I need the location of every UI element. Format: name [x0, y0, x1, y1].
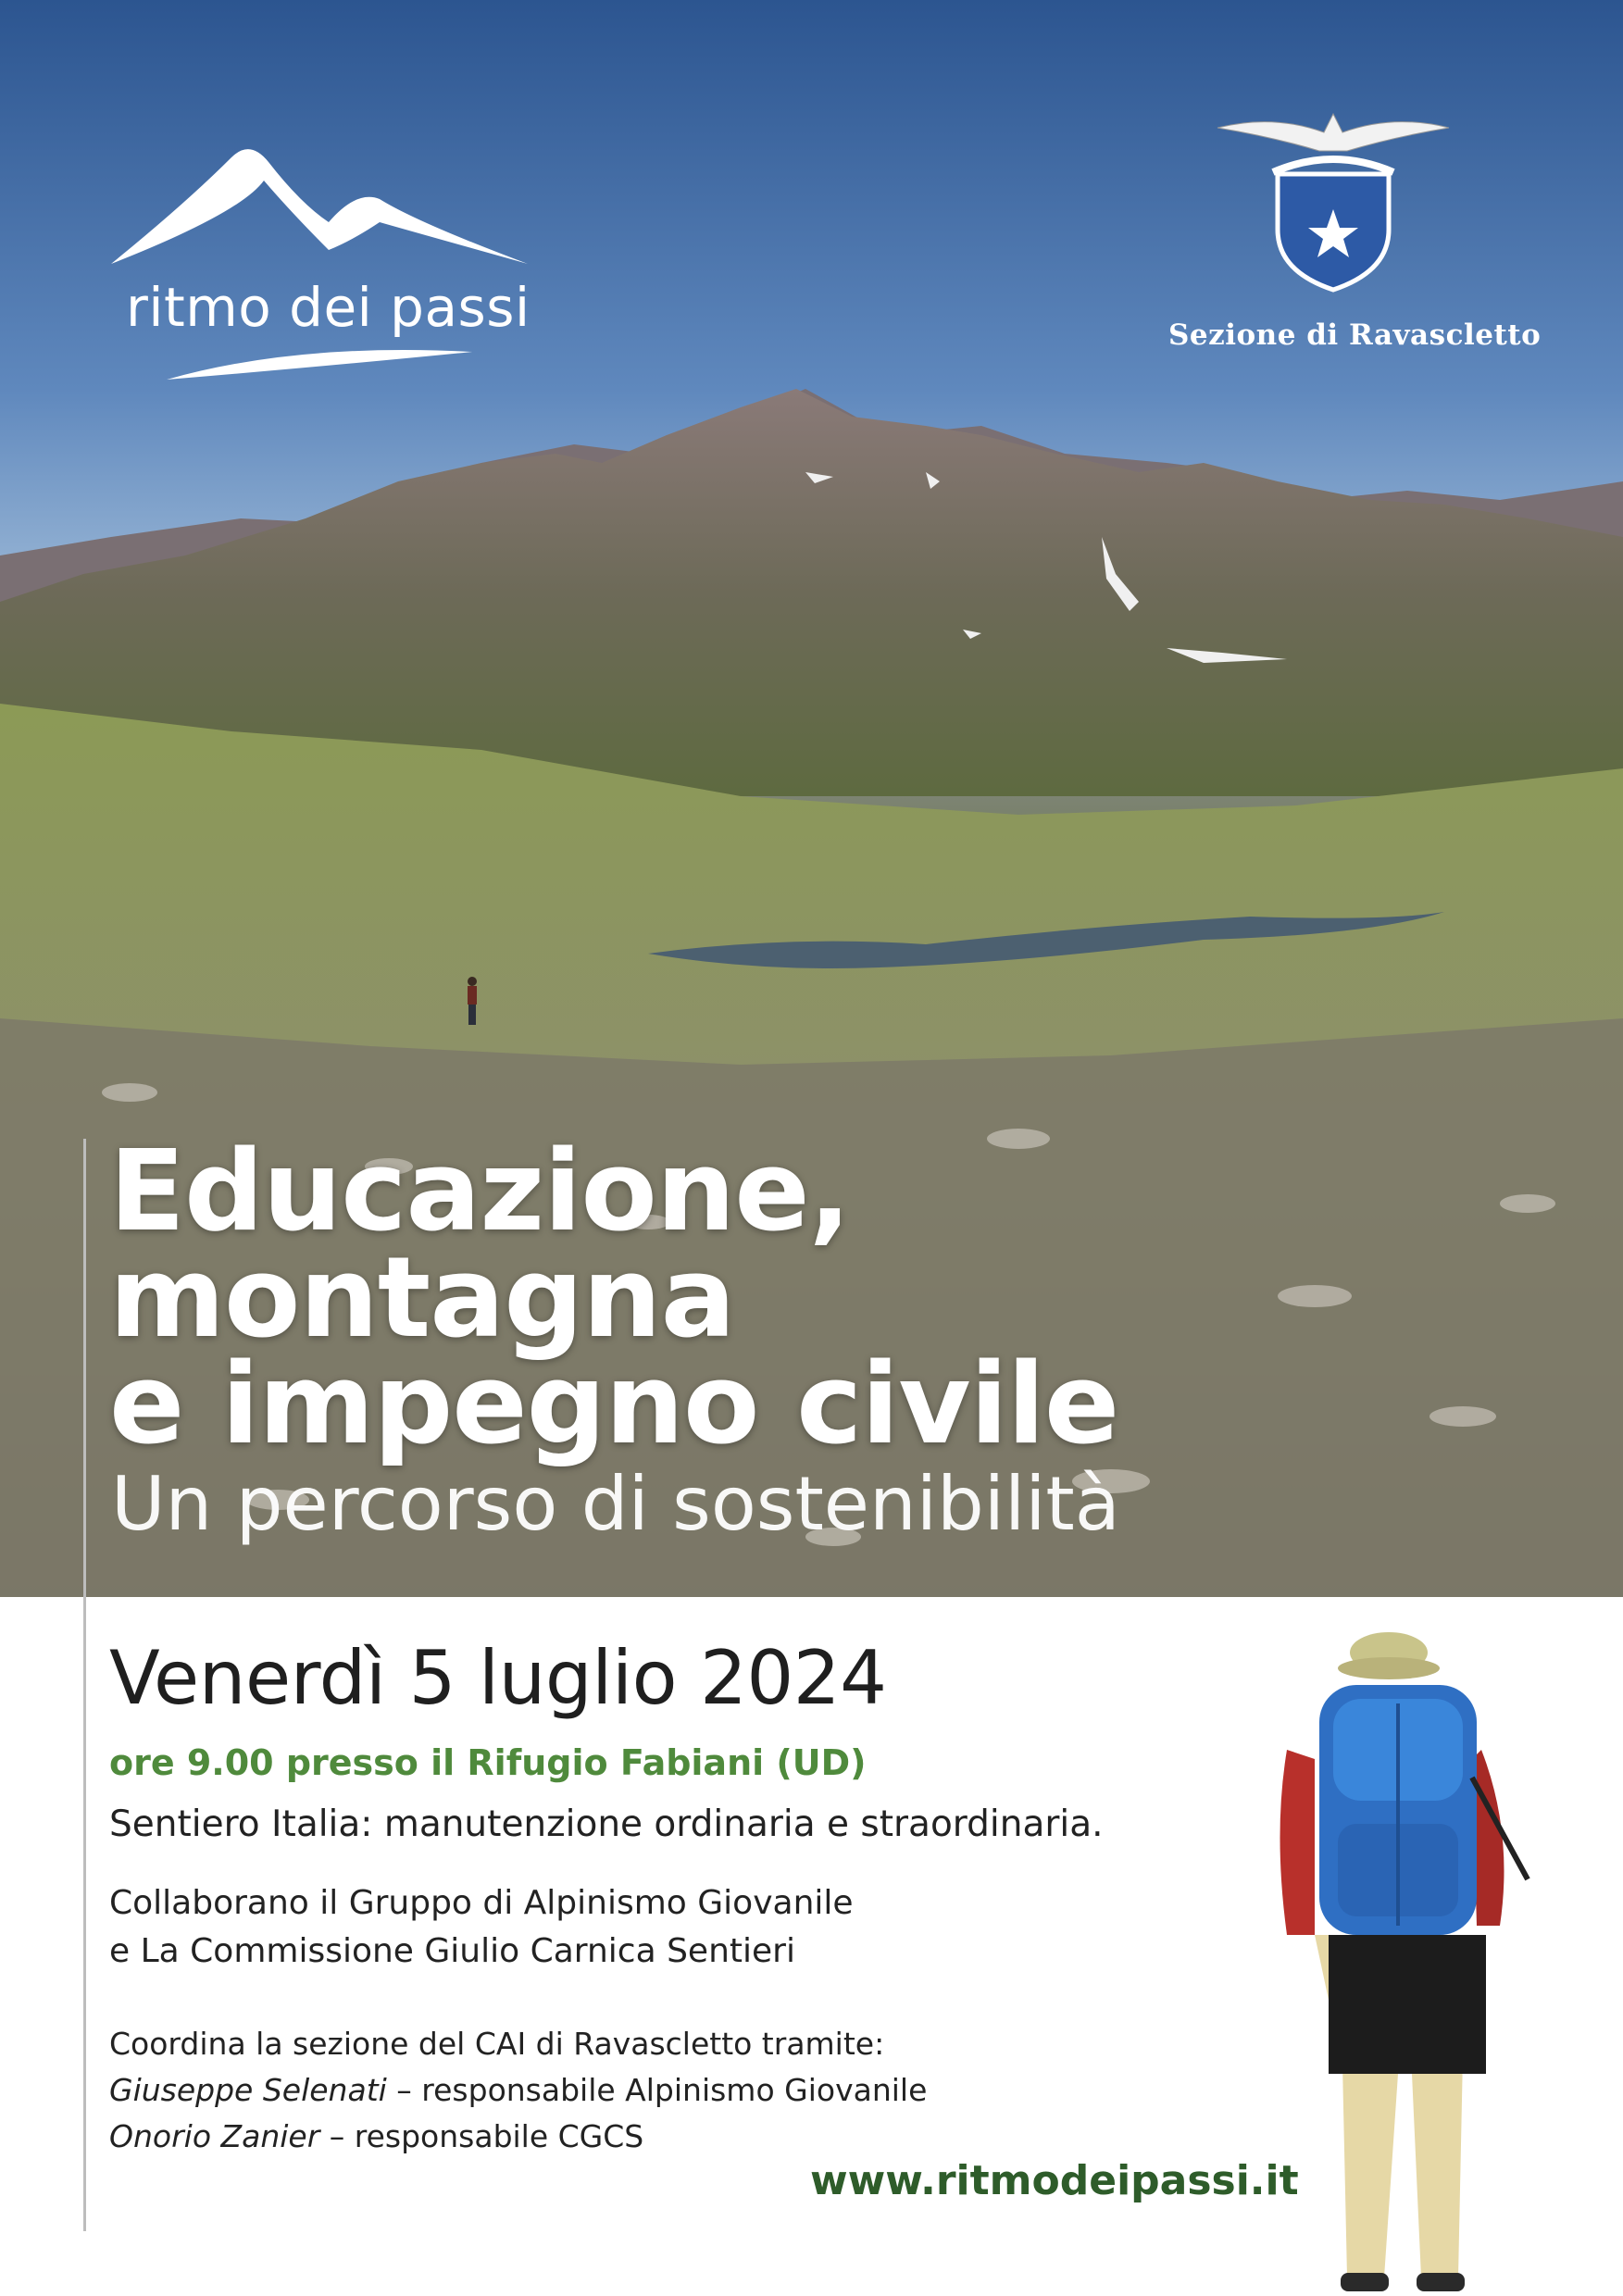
hiker-backpack-illustration — [1250, 1629, 1565, 2296]
headline-line-3: e impegno civile — [109, 1341, 1119, 1469]
coordination-intro: Coordina la sezione del CAI di Ravascletto tramite: — [109, 2026, 885, 2062]
coordination-block — [109, 2021, 927, 2160]
mountain-logo-icon — [102, 102, 537, 407]
event-date: Venerdì 5 luglio 2024 — [109, 1635, 887, 1721]
coordinator-line — [109, 2067, 927, 2114]
headline — [109, 1128, 1119, 1469]
coordinator-role: – responsabile CGCS — [319, 2118, 644, 2154]
vertical-divider — [83, 1139, 86, 2231]
coordinator-name: Onorio Zanier — [109, 2118, 320, 2154]
collaborator-line: Collaborano il Gruppo di Alpinismo Giovanile — [109, 1884, 854, 1922]
headline-line-1: Educazione, — [109, 1128, 851, 1256]
collaborators-block — [109, 1879, 854, 1976]
cai-eagle-emblem-icon — [1208, 109, 1458, 294]
collaborator-line: e La Commissione Giulio Carnica Sentieri — [109, 1932, 795, 1970]
coordinator-line — [109, 2114, 927, 2160]
event-time-place: ore 9.00 presso il Rifugio Fabiani (UD) — [109, 1742, 867, 1783]
club-section-caption: Sezione di Ravascletto — [1168, 318, 1542, 352]
subtitle: Un percorso di sostenibilità — [111, 1461, 1120, 1547]
event-logo-text: ritmo dei passi — [126, 276, 531, 339]
website-link[interactable]: www.ritmodeipassi.it — [810, 2157, 1299, 2204]
distant-hiker-figure — [468, 977, 477, 1025]
event-topic: Sentiero Italia: manutenzione ordinaria e straordinaria. — [109, 1803, 1104, 1845]
coordinator-name: Giuseppe Selenati — [109, 2072, 387, 2108]
headline-line-2: montagna — [109, 1234, 735, 1363]
coordinator-role: – responsabile Alpinismo Giovanile — [386, 2072, 928, 2108]
